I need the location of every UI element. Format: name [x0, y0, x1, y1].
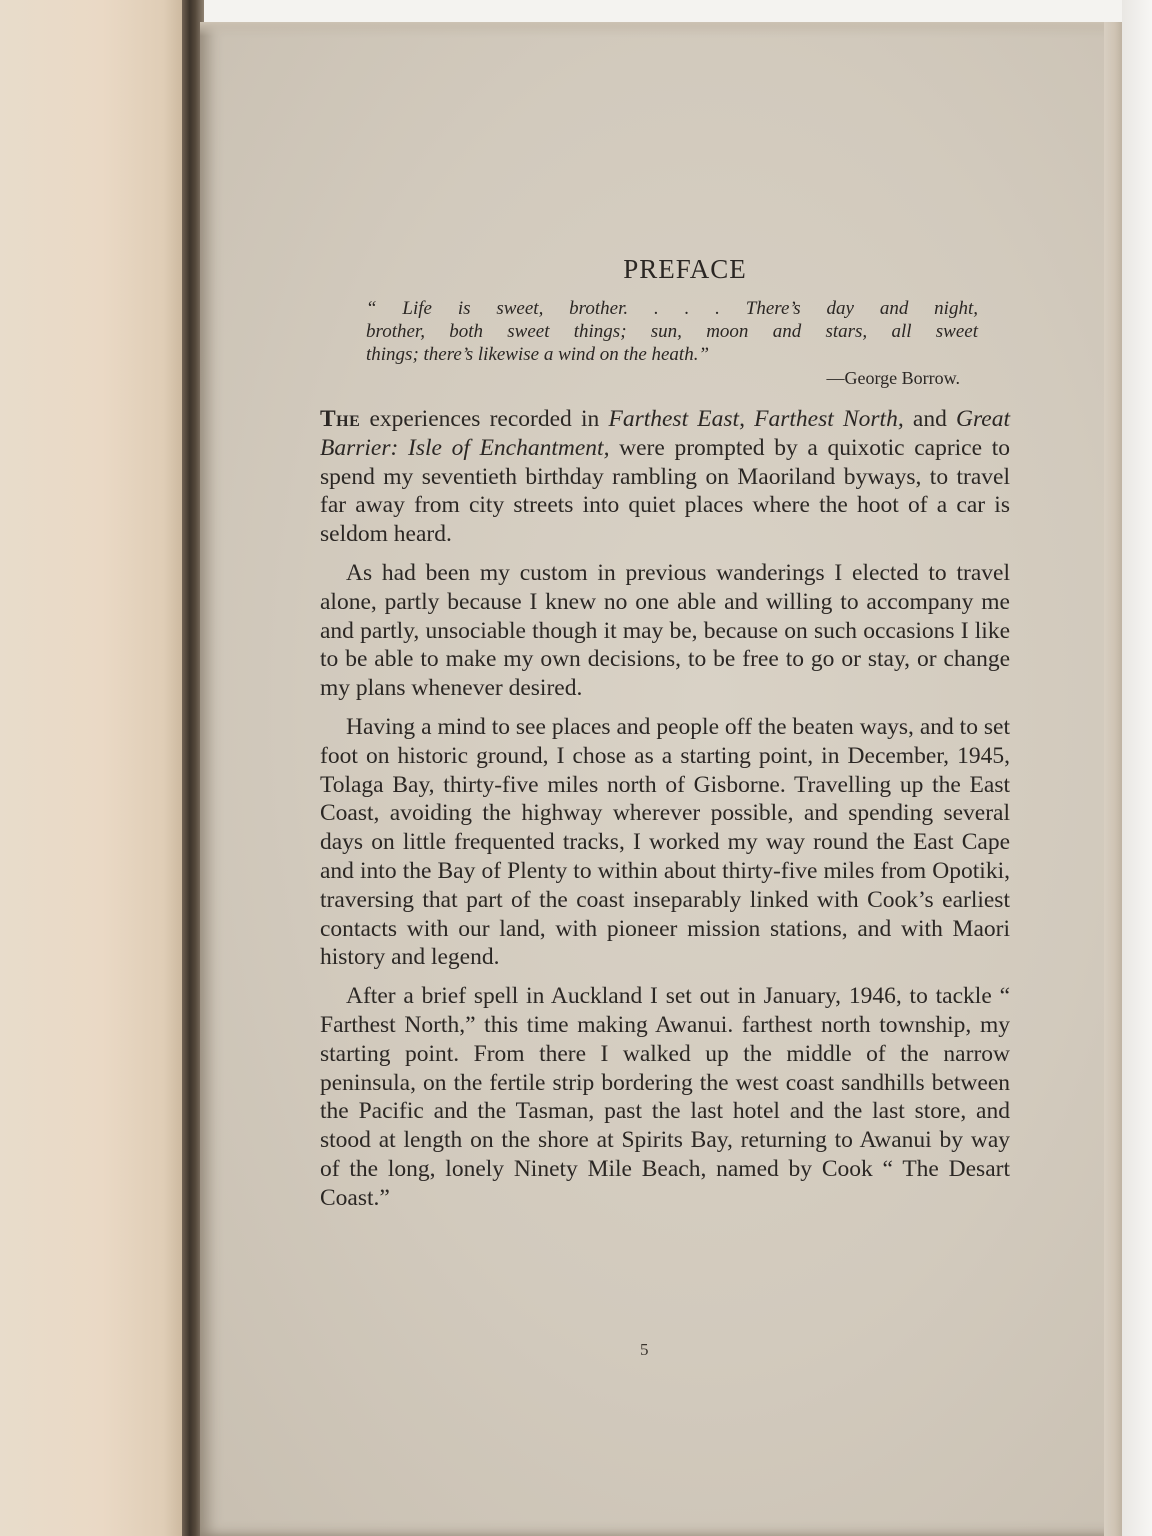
paragraph-text: and: [903, 406, 957, 432]
paragraph-1: [320, 405, 1010, 549]
paragraph-3: Having a mind to see places and people off the beaten ways, and to set foot on historic ground, I chose as a starting point, in December, 1945, Tolaga Bay, thirty-five miles north of Gisborne. Travelling up the East Coast, avoiding the highway wherever possible, and spending several days on little frequented tracks, I worked my way round the East Cape and into the Bay of Plenty to within about thirty-five miles from Opotiki, traversing that part of the coast inseparably linked with Cook’s earliest contacts with our land, with pioneer mission stations, and with Maori history and legend.: [320, 713, 1010, 971]
paragraph-4: After a brief spell in Auckland I set out in January, 1946, to tackle “ Farthest North,” this time making Awanui. farthest north township, my starting point. From there I walked up the middle of the narrow peninsula, on the fertile strip bordering the west coast sandhills between the Pacific and the Tasman, past the last hotel and the last store, and stood at length on the shore at Spirits Bay, returning to Awanui by way of the long, lonely Ninety Mile Beach, named by Cook “ The Desart Coast.”: [320, 983, 1010, 1211]
epigraph-line: brother, both sweet things; sun, moon and stars, all sweet: [366, 321, 978, 342]
epigraph: [366, 297, 978, 366]
page-title: PREFACE: [623, 254, 747, 284]
epigraph-attribution: —George Borrow.: [826, 368, 960, 388]
epigraph-line: “ Life is sweet, brother. . . . There’s day and night,: [366, 298, 978, 319]
book-title-italic: Farthest East, Farthest North,: [608, 406, 904, 432]
left-page-blank: [0, 0, 186, 1536]
paragraph-text: were prompted by a quixotic caprice to spend my seventieth birthday rambling on Maoriland byways, to travel far away from city streets into quiet places where the hoot of a car is seldom heard.: [320, 434, 1010, 548]
backdrop: [1122, 0, 1152, 1536]
paragraph-text: experiences recorded in: [360, 406, 609, 432]
right-page: [200, 22, 1122, 1536]
page-content: [320, 254, 1010, 1223]
paragraph-2: As had been my custom in previous wanderings I elected to travel alone, partly because I knew no one able and willing to accompany me and partly, unsociable though it may be, because on such occasions I like to be able to make my own decisions, to be free to go or stay, or change my plans whenever desired.: [320, 559, 1010, 702]
book-title-italic: Great Barrier: Isle of Enchantment,: [320, 406, 1010, 461]
page-top-edge: [200, 22, 1122, 36]
drop-lead-word: The: [320, 406, 361, 432]
epigraph-line: things; there’s likewise a wind on the heath.”: [366, 344, 710, 365]
page-fore-edge: [1104, 22, 1122, 1536]
page-number: 5: [640, 1340, 649, 1359]
